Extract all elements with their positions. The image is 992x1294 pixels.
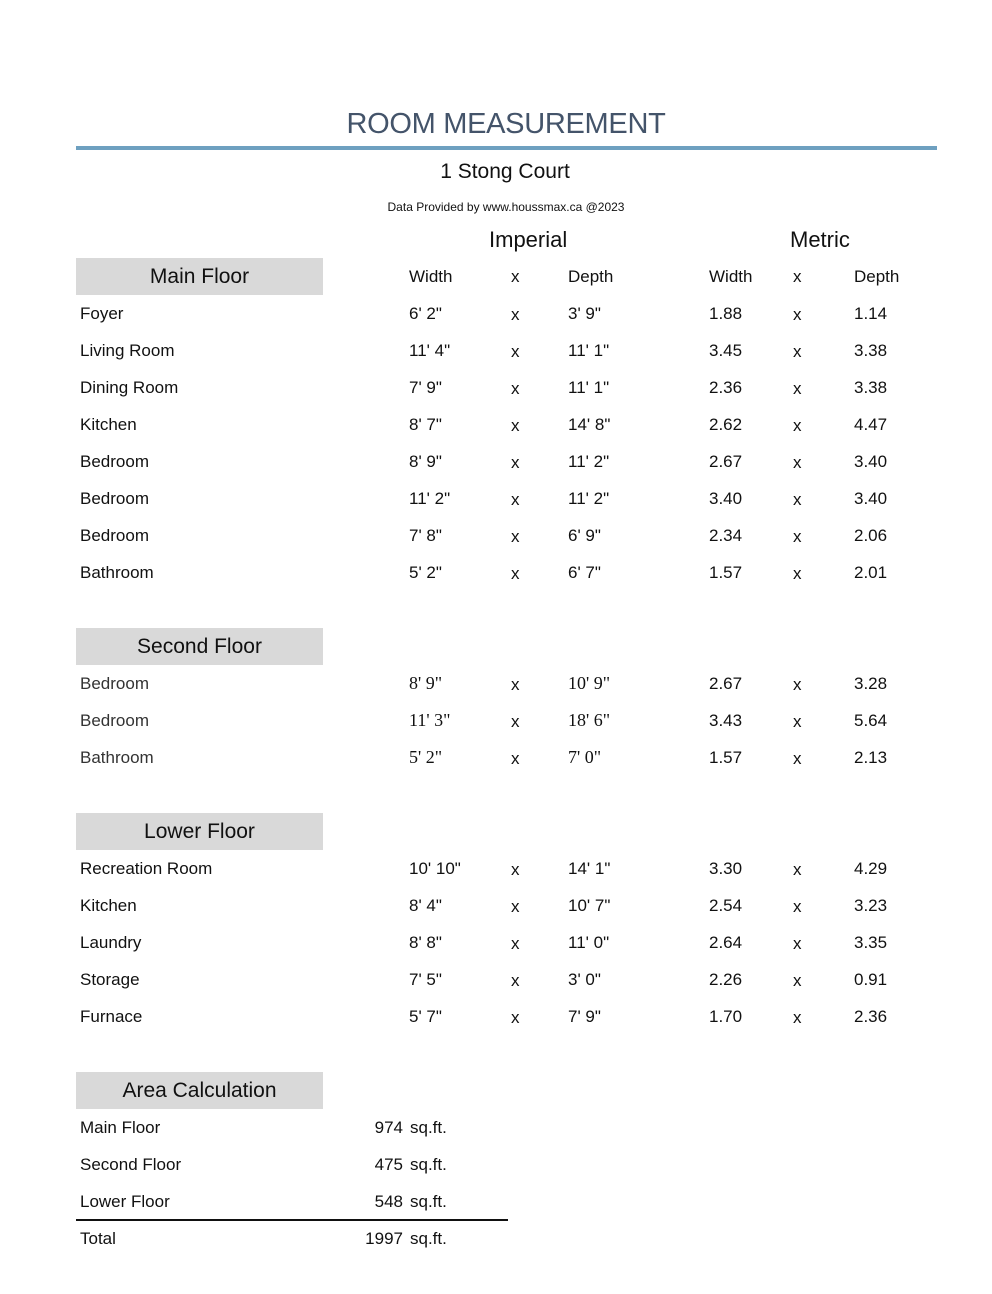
imperial-x: x — [511, 749, 520, 768]
imperial-width: 7' 5" — [409, 970, 442, 989]
imperial-x: x — [511, 416, 520, 435]
metric-width: 1.57 — [709, 748, 743, 767]
imperial-x: x — [511, 897, 520, 916]
section-area-calculation: Area Calculation — [76, 1072, 323, 1109]
metric-x: x — [793, 1008, 802, 1027]
area-label-second: Second Floor — [80, 1155, 182, 1174]
metric-x: x — [793, 527, 802, 546]
imperial-x: x — [511, 379, 520, 398]
metric-width: 2.67 — [709, 452, 743, 471]
imperial-x-header: x — [511, 267, 520, 286]
imperial-x: x — [511, 971, 520, 990]
imperial-width: 10' 10" — [409, 859, 461, 878]
imperial-width: 8' 8" — [409, 933, 442, 952]
metric-depth: 2.36 — [854, 1007, 888, 1026]
data-credit: Data Provided by www.houssmax.ca @2023 — [387, 200, 625, 214]
property-address: 1 Stong Court — [440, 160, 570, 183]
metric-x-header: x — [793, 267, 802, 286]
metric-x: x — [793, 675, 802, 694]
area-label-total: Total — [80, 1229, 116, 1248]
imperial-width: 11' 4" — [409, 341, 451, 360]
imperial-x: x — [511, 527, 520, 546]
imperial-depth: 10' 7" — [568, 896, 611, 915]
room-name: Furnace — [80, 1007, 143, 1026]
area-value-total: 1997 — [365, 1229, 403, 1248]
imperial-width: 6' 2" — [409, 304, 442, 323]
metric-depth: 4.29 — [854, 859, 888, 878]
imperial-depth: 11' 1" — [568, 378, 610, 397]
imperial-width: 7' 9" — [409, 378, 442, 397]
imperial-width: 11' 2" — [409, 489, 451, 508]
metric-x: x — [793, 712, 802, 731]
metric-depth: 3.28 — [854, 674, 888, 693]
metric-heading: Metric — [790, 227, 850, 252]
metric-x: x — [793, 416, 802, 435]
imperial-width: 5' 2" — [409, 747, 443, 767]
imperial-width: 8' 4" — [409, 896, 442, 915]
imperial-depth: 10' 9" — [568, 673, 611, 693]
imperial-x: x — [511, 453, 520, 472]
metric-x: x — [793, 860, 802, 879]
room-name: Bedroom — [80, 711, 149, 730]
imperial-x: x — [511, 490, 520, 509]
metric-width: 3.43 — [709, 711, 743, 730]
imperial-x: x — [511, 1008, 520, 1027]
imperial-x: x — [511, 564, 520, 583]
metric-depth: 1.14 — [854, 304, 888, 323]
room-name: Laundry — [80, 933, 142, 952]
title-underline — [76, 146, 937, 150]
imperial-heading: Imperial — [489, 227, 568, 252]
room-name: Bedroom — [80, 489, 149, 508]
imperial-width-header: Width — [409, 267, 453, 286]
room-name: Bedroom — [80, 526, 149, 545]
metric-width: 2.54 — [709, 896, 743, 915]
page-title: ROOM MEASUREMENT — [346, 108, 666, 140]
room-name: Recreation Room — [80, 859, 213, 878]
room-name: Bedroom — [80, 452, 149, 471]
metric-width: 3.30 — [709, 859, 743, 878]
imperial-width: 5' 7" — [409, 1007, 442, 1026]
imperial-x: x — [511, 342, 520, 361]
imperial-depth: 6' 7" — [568, 563, 601, 582]
imperial-x: x — [511, 305, 520, 324]
metric-width: 1.88 — [709, 304, 743, 323]
imperial-depth: 3' 9" — [568, 304, 601, 323]
room-name: Kitchen — [80, 415, 137, 434]
metric-x: x — [793, 749, 802, 768]
metric-x: x — [793, 971, 802, 990]
metric-width: 2.62 — [709, 415, 743, 434]
imperial-x: x — [511, 934, 520, 953]
room-name: Bedroom — [80, 674, 149, 693]
imperial-width: 5' 2" — [409, 563, 442, 582]
imperial-depth: 7' 9" — [568, 1007, 601, 1026]
area-value-lower: 548 — [374, 1192, 403, 1211]
metric-depth-header: Depth — [854, 267, 900, 286]
metric-x: x — [793, 342, 802, 361]
room-name: Kitchen — [80, 896, 137, 915]
metric-width: 2.67 — [709, 674, 743, 693]
imperial-x: x — [511, 675, 520, 694]
area-unit: sq.ft. — [410, 1229, 447, 1248]
metric-depth: 3.35 — [854, 933, 888, 952]
total-divider — [76, 1219, 508, 1221]
section-lower-floor: Lower Floor — [76, 813, 323, 850]
metric-depth: 5.64 — [854, 711, 888, 730]
section-second-floor: Second Floor — [76, 628, 323, 665]
area-unit: sq.ft. — [410, 1192, 447, 1211]
imperial-depth-header: Depth — [568, 267, 614, 286]
imperial-depth: 11' 1" — [568, 341, 610, 360]
metric-depth: 3.38 — [854, 341, 888, 360]
metric-depth: 3.38 — [854, 378, 888, 397]
imperial-depth: 6' 9" — [568, 526, 601, 545]
room-name: Foyer — [80, 304, 124, 323]
area-label-main: Main Floor — [80, 1118, 161, 1137]
metric-width-header: Width — [709, 267, 753, 286]
metric-x: x — [793, 305, 802, 324]
section-main-floor: Main Floor — [76, 258, 323, 295]
area-value-second: 475 — [374, 1155, 403, 1174]
metric-x: x — [793, 379, 802, 398]
room-name: Bathroom — [80, 748, 154, 767]
imperial-x: x — [511, 712, 520, 731]
room-name: Storage — [80, 970, 140, 989]
imperial-depth: 7' 0" — [568, 747, 602, 767]
metric-depth: 3.40 — [854, 452, 888, 471]
metric-x: x — [793, 934, 802, 953]
metric-x: x — [793, 897, 802, 916]
area-unit: sq.ft. — [410, 1155, 447, 1174]
metric-depth: 4.47 — [854, 415, 888, 434]
imperial-depth: 11' 0" — [568, 933, 610, 952]
metric-x: x — [793, 490, 802, 509]
metric-x: x — [793, 453, 802, 472]
imperial-width: 7' 8" — [409, 526, 442, 545]
imperial-depth: 11' 2" — [568, 489, 610, 508]
imperial-width: 8' 9" — [409, 452, 442, 471]
metric-x: x — [793, 564, 802, 583]
imperial-depth: 11' 2" — [568, 452, 610, 471]
room-name: Living Room — [80, 341, 175, 360]
area-value-main: 974 — [374, 1118, 403, 1137]
metric-width: 1.70 — [709, 1007, 743, 1026]
metric-depth: 2.13 — [854, 748, 888, 767]
metric-width: 2.64 — [709, 933, 743, 952]
imperial-x: x — [511, 860, 520, 879]
imperial-depth: 18' 6" — [568, 710, 611, 730]
metric-depth: 3.23 — [854, 896, 888, 915]
metric-depth: 2.01 — [854, 563, 888, 582]
metric-width: 1.57 — [709, 563, 743, 582]
metric-depth: 3.40 — [854, 489, 888, 508]
area-label-lower: Lower Floor — [80, 1192, 170, 1211]
metric-depth: 2.06 — [854, 526, 888, 545]
imperial-depth: 3' 0" — [568, 970, 601, 989]
imperial-depth: 14' 1" — [568, 859, 611, 878]
metric-depth: 0.91 — [854, 970, 888, 989]
imperial-width: 8' 9" — [409, 673, 443, 693]
metric-width: 3.45 — [709, 341, 743, 360]
imperial-depth: 14' 8" — [568, 415, 611, 434]
area-unit: sq.ft. — [410, 1118, 447, 1137]
imperial-width: 11' 3" — [409, 710, 451, 730]
imperial-width: 8' 7" — [409, 415, 442, 434]
metric-width: 2.34 — [709, 526, 743, 545]
room-name: Bathroom — [80, 563, 154, 582]
metric-width: 2.36 — [709, 378, 743, 397]
metric-width: 3.40 — [709, 489, 743, 508]
metric-width: 2.26 — [709, 970, 743, 989]
room-name: Dining Room — [80, 378, 179, 397]
